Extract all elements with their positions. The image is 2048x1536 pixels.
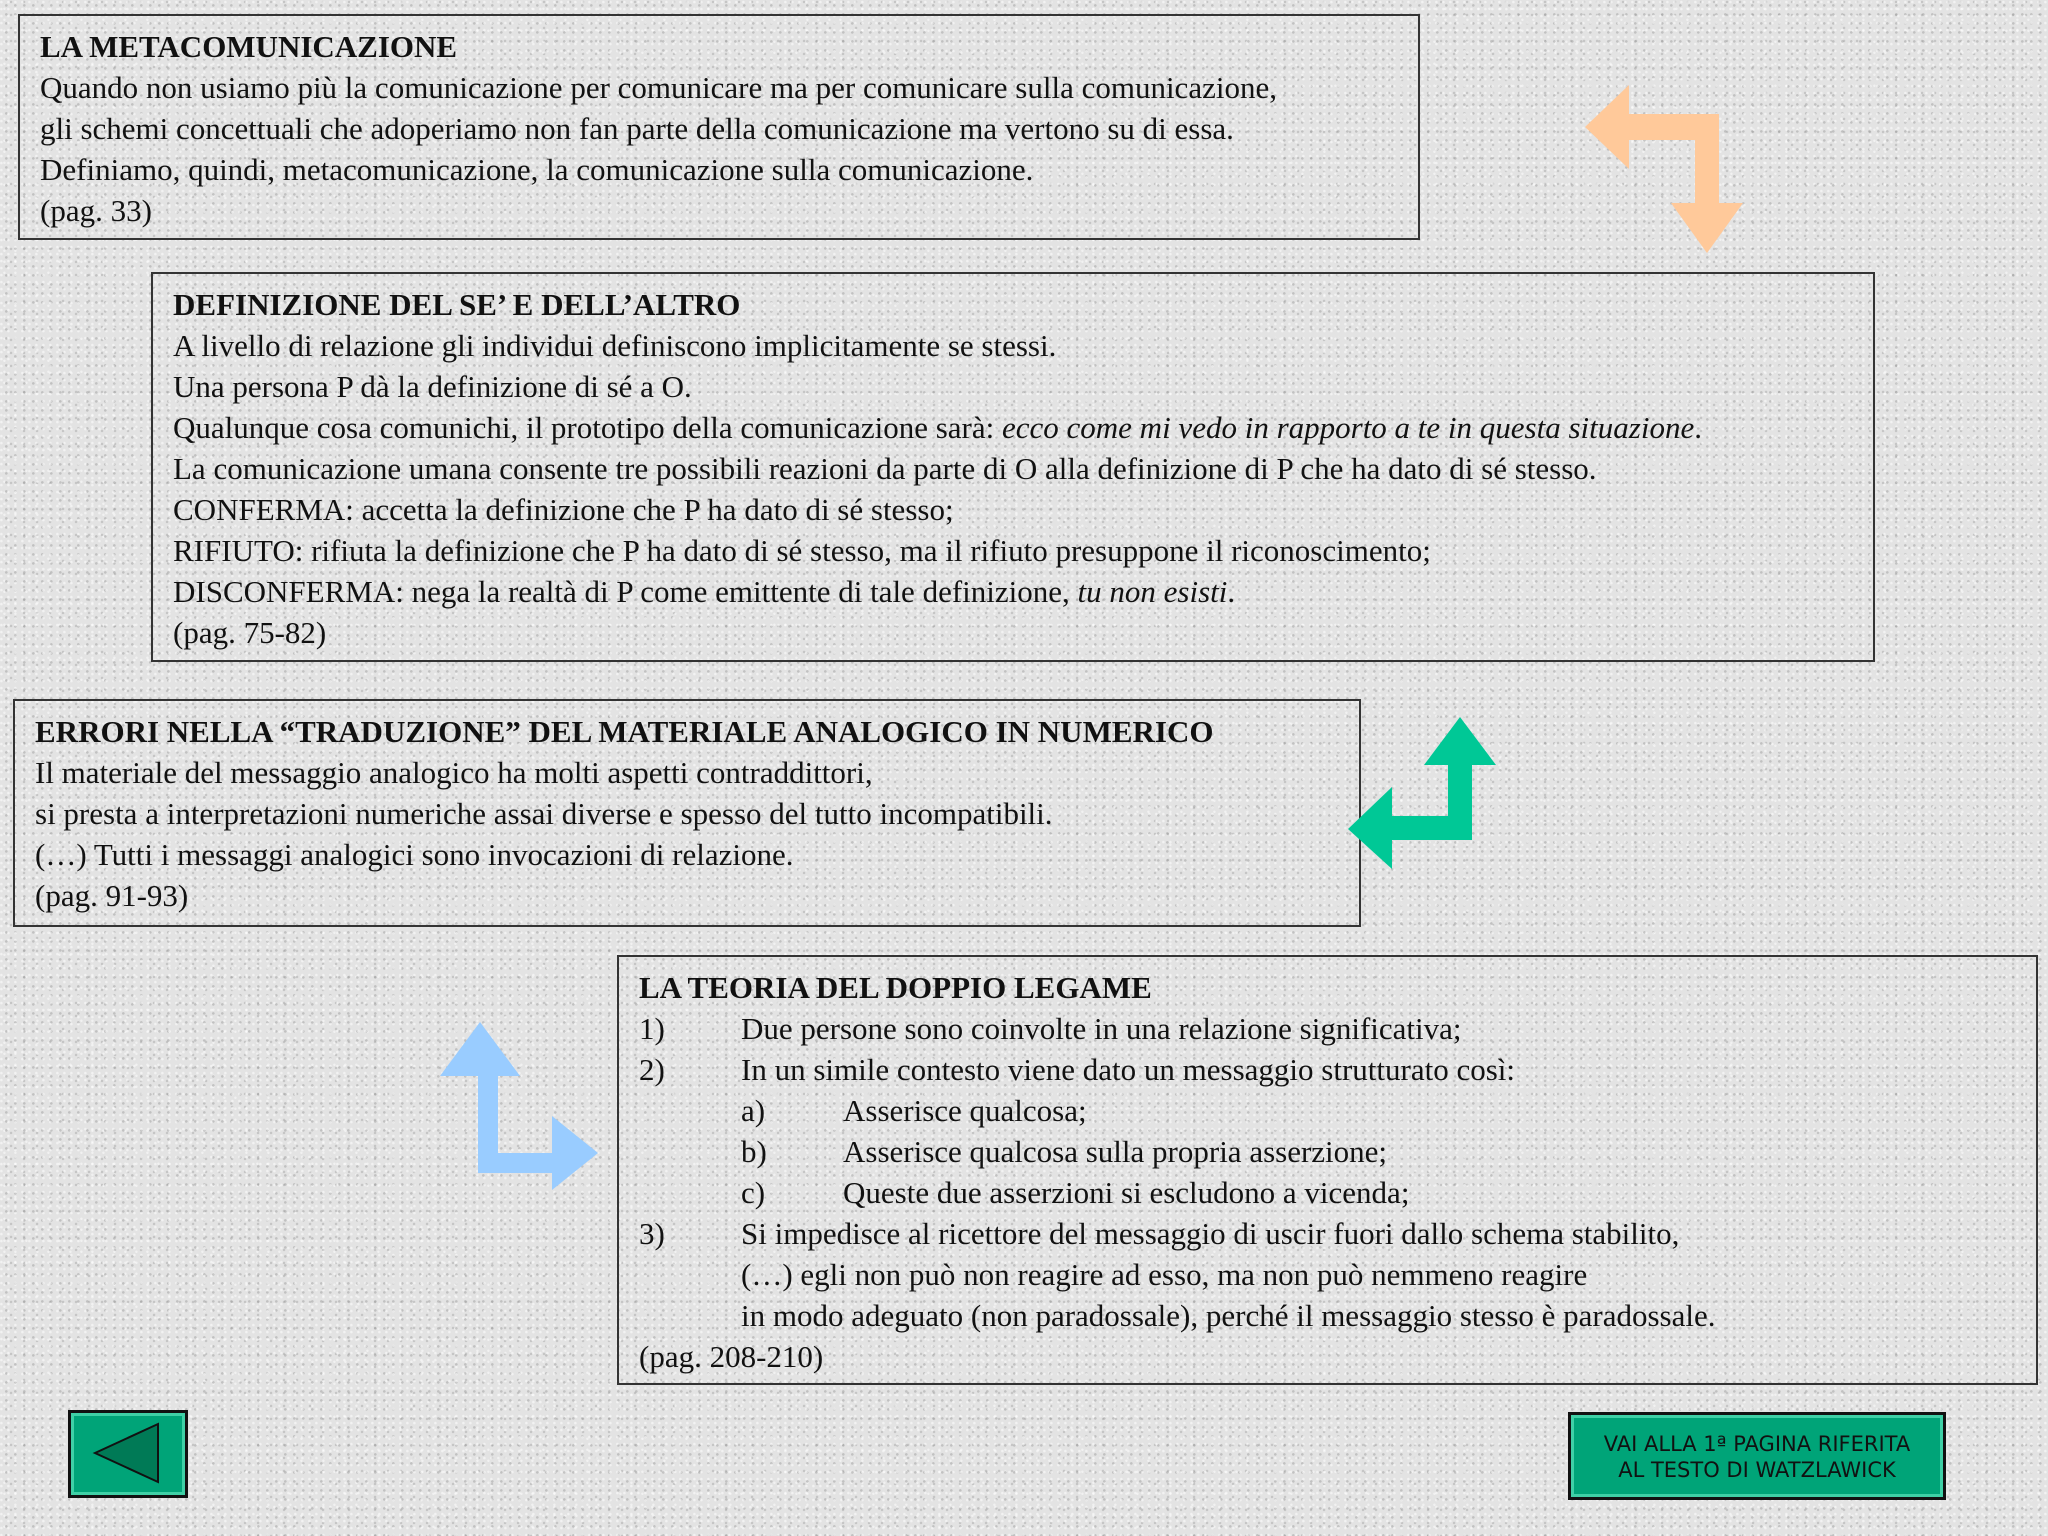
disconferma-italic: tu non esisti <box>1077 574 1228 609</box>
box-text-line: gli schemi concettuali che adoperiamo non fan parte della comunicazione ma vertono su di essa. <box>40 111 1234 146</box>
box-title: ERRORI NELLA “TRADUZIONE” DEL MATERIALE ANALOGICO IN NUMERICO <box>35 714 1214 749</box>
item-number: 1) <box>639 1011 665 1046</box>
box-title: DEFINIZIONE DEL SE’ E DELL’ALTRO <box>173 287 741 322</box>
page-reference: (pag. 75-82) <box>173 615 327 650</box>
box-text-line: Definiamo, quindi, metacomunicazione, la comunicazione sulla comunicazione. <box>40 152 1034 187</box>
prototype-prefix: Qualunque cosa comunichi, il prototipo della comunicazione sarà: <box>173 410 1002 445</box>
metacomunicazione-box <box>18 14 1420 240</box>
doppio-legame-box <box>617 955 2038 1385</box>
box-text-line: La comunicazione umana consente tre possibili reazioni da parte di O alla definizione di P che ha dato di sé stesso. <box>173 451 1597 486</box>
box-title: LA TEORIA DEL DOPPIO LEGAME <box>639 970 1152 1005</box>
item-text: Due persone sono coinvolte in una relazione significativa; <box>741 1011 1462 1046</box>
list-item <box>639 1008 2016 1049</box>
page-reference: (pag. 208-210) <box>639 1339 824 1374</box>
item-text: Si impedisce al ricettore del messaggio di uscir fuori dallo schema stabilito, <box>741 1216 1680 1251</box>
link-label-line1: VAI ALLA 1ª PAGINA RIFERITA <box>1603 1432 1911 1456</box>
box-text-line: Quando non usiamo più la comunicazione per comunicare ma per comunicare sulla comunicazione, <box>40 70 1277 105</box>
back-button[interactable] <box>68 1410 188 1498</box>
item-continuation: (…) egli non può non reagire ad esso, ma non può nemmeno reagire <box>741 1257 1588 1292</box>
box-title: LA METACOMUNICAZIONE <box>40 29 458 64</box>
page-reference: (pag. 91-93) <box>35 878 189 913</box>
sub-list-item <box>639 1090 2016 1131</box>
sub-item-text: Asserisce qualcosa; <box>843 1093 1087 1128</box>
box-text-line: Una persona P dà la definizione di sé a O. <box>173 369 692 404</box>
box-text-line: A livello di relazione gli individui definiscono implicitamente se stessi. <box>173 328 1057 363</box>
sub-list-item <box>639 1172 2016 1213</box>
box-text-line: si presta a interpretazioni numeriche assai diverse e spesso del tutto incompatibili. <box>35 796 1053 831</box>
sub-item-text: Queste due asserzioni si escludono a vicenda; <box>843 1175 1410 1210</box>
blue-bent-arrow-icon <box>440 1020 600 1195</box>
box-text-line: (…) Tutti i messaggi analogici sono invocazioni di relazione. <box>35 837 794 872</box>
errori-traduzione-box <box>13 699 1361 927</box>
list-item <box>639 1049 2016 1090</box>
item-text: In un simile contesto viene dato un messaggio strutturato così: <box>741 1052 1516 1087</box>
item-continuation: in modo adeguato (non paradossale), perché il messaggio stesso è paradossale. <box>741 1298 1716 1333</box>
watzlawick-link-button[interactable] <box>1568 1412 1946 1500</box>
disconferma-suffix: . <box>1227 574 1236 609</box>
item-number: 2) <box>639 1052 665 1087</box>
definizione-se-altro-box <box>151 272 1875 662</box>
sub-item-text: Asserisce qualcosa sulla propria asserzione; <box>843 1134 1388 1169</box>
prototype-suffix: . <box>1694 410 1702 445</box>
box-text-line <box>173 407 1853 448</box>
sub-item-letter: b) <box>741 1134 767 1169</box>
disconferma-prefix: DISCONFERMA: nega la realtà di P come emittente di tale definizione, <box>173 574 1078 609</box>
page-reference: (pag. 33) <box>40 193 152 228</box>
sub-item-letter: a) <box>741 1093 766 1128</box>
sub-list-item <box>639 1131 2016 1172</box>
box-text-line: Il materiale del messaggio analogico ha molti aspetti contraddittori, <box>35 755 873 790</box>
list-item <box>639 1213 2016 1254</box>
conferma-line: CONFERMA: accetta la definizione che P ha dato di sé stesso; <box>173 492 954 527</box>
prototype-italic: ecco come mi vedo in rapporto a te in questa situazione <box>1002 410 1695 445</box>
left-triangle-icon <box>71 1413 185 1495</box>
orange-bent-arrow-icon <box>1585 85 1745 260</box>
green-bent-arrow-icon <box>1348 715 1523 870</box>
item-number: 3) <box>639 1216 665 1251</box>
link-label-line2: AL TESTO DI WATZLAWICK <box>1618 1458 1896 1482</box>
rifiuto-line: RIFIUTO: rifiuta la definizione che P ha dato di sé stesso, ma il rifiuto presuppone il riconoscimento; <box>173 533 1431 568</box>
disconferma-line <box>173 571 1853 612</box>
sub-item-letter: c) <box>741 1175 766 1210</box>
